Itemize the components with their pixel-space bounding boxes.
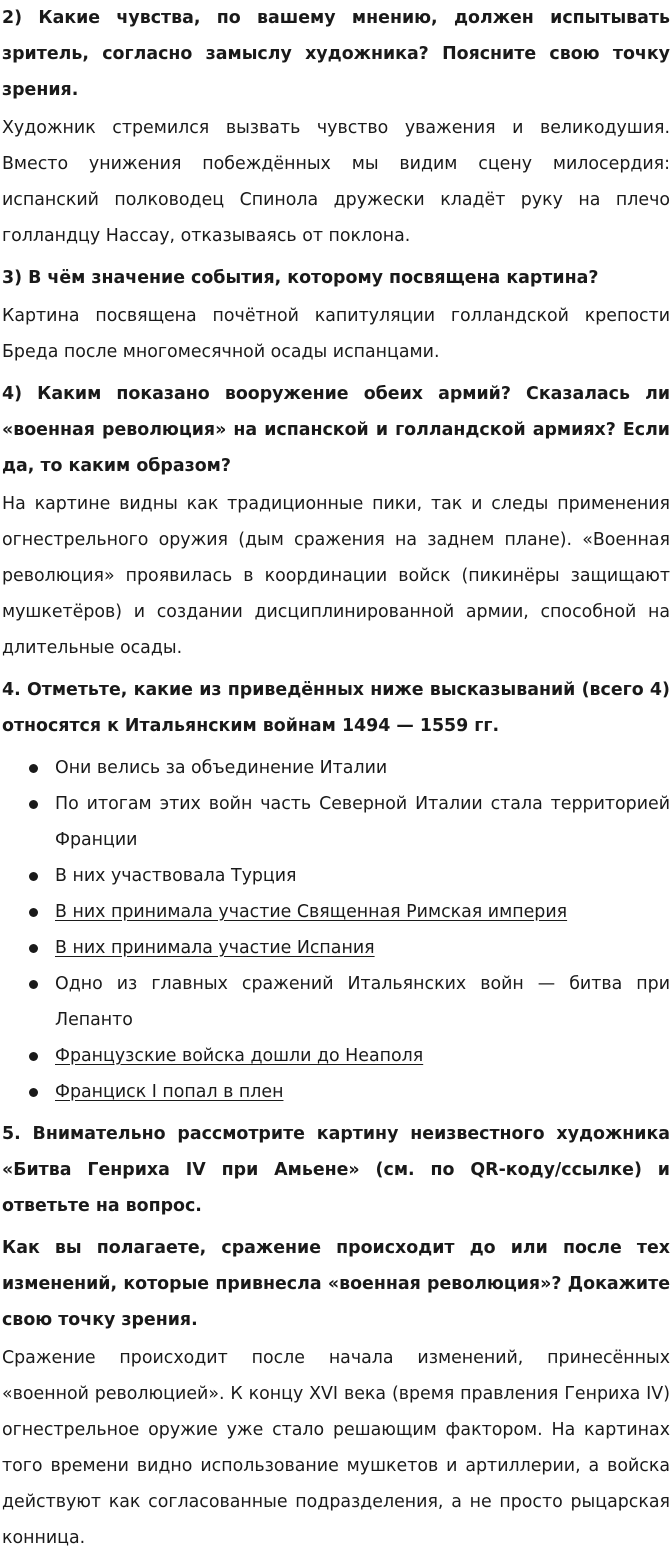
bullet-icon xyxy=(29,908,38,917)
list-item xyxy=(2,750,670,786)
bullet-icon xyxy=(29,764,38,773)
task-5-answer: Сражение происходит после начала изменений, принесённых «военной революцией». К концу XVI века (время правления Генриха IV) огнестрельное оружие уже стало решающим фактором. На картинах того времени видно использование мушкетов и артиллерии, а войска действуют как согласованные подразделения, а не просто рыцарская конница. xyxy=(2,1348,670,1548)
task-4-statement-list xyxy=(2,750,670,1110)
answer-3: Картина посвящена почётной капитуляции голландской крепости Бреда после многомесячной осады испанцами. xyxy=(2,306,670,362)
list-item xyxy=(2,966,670,1038)
answer-2: Художник стремился вызвать чувство уважения и великодушия. Вместо унижения побеждённых мы видим сцену милосердия: испанский полководец Спинола дружески кладёт руку на плечо голландцу Нассау, отказываясь от поклона. xyxy=(2,118,670,246)
bullet-icon xyxy=(29,980,38,989)
bullet-icon xyxy=(29,872,38,881)
list-item xyxy=(2,1038,670,1074)
statement-text: Французские войска дошли до Неаполя xyxy=(55,1046,424,1066)
statement-text: Они велись за объединение Италии xyxy=(55,758,388,778)
statement-text: В них принимала участие Испания xyxy=(55,938,375,958)
task-4-question: 4. Отметьте, какие из приведённых ниже высказываний (всего 4) относятся к Итальянским войнам 1494 — 1559 гг. xyxy=(2,680,670,736)
list-item xyxy=(2,894,670,930)
question-2: 2) Какие чувства, по вашему мнению, должен испытывать зритель, согласно замыслу художника? Поясните свою точку зрения. xyxy=(2,8,670,100)
statement-text: В них участвовала Турция xyxy=(55,866,297,886)
statement-text: Франциск I попал в плен xyxy=(55,1082,284,1102)
list-item xyxy=(2,930,670,966)
list-item xyxy=(2,1074,670,1110)
list-item xyxy=(2,786,670,858)
list-item xyxy=(2,858,670,894)
statement-text: Одно из главных сражений Итальянских войн — битва при Лепанто xyxy=(55,974,670,1030)
question-3: 3) В чём значение события, которому посвящена картина? xyxy=(2,268,599,288)
question-4: 4) Каким показано вооружение обеих армий? Сказалась ли «военная революция» на испанской и голландской армиях? Если да, то каким образом? xyxy=(2,384,670,476)
bullet-icon xyxy=(29,800,38,809)
bullet-icon xyxy=(29,944,38,953)
statement-text: В них принимала участие Священная Римская империя xyxy=(55,902,568,922)
bullet-icon xyxy=(29,1088,38,1097)
task-5-subquestion: Как вы полагаете, сражение происходит до или после тех изменений, которые привнесла «военная революция»? Докажите свою точку зрения. xyxy=(2,1238,670,1330)
task-5-question: 5. Внимательно рассмотрите картину неизвестного художника «Битва Генриха IV при Амьене» (см. по QR-коду/ссылке) и ответьте на вопрос. xyxy=(2,1124,670,1216)
answer-4: На картине видны как традиционные пики, так и следы применения огнестрельного оружия (дым сражения на заднем плане). «Военная революция» проявилась в координации войск (пикинёры защищают мушкетёров) и создании дисциплинированной армии, способной на длительные осады. xyxy=(2,494,670,658)
bullet-icon xyxy=(29,1052,38,1061)
statement-text: По итогам этих войн часть Северной Италии стала территорией Франции xyxy=(55,794,670,850)
